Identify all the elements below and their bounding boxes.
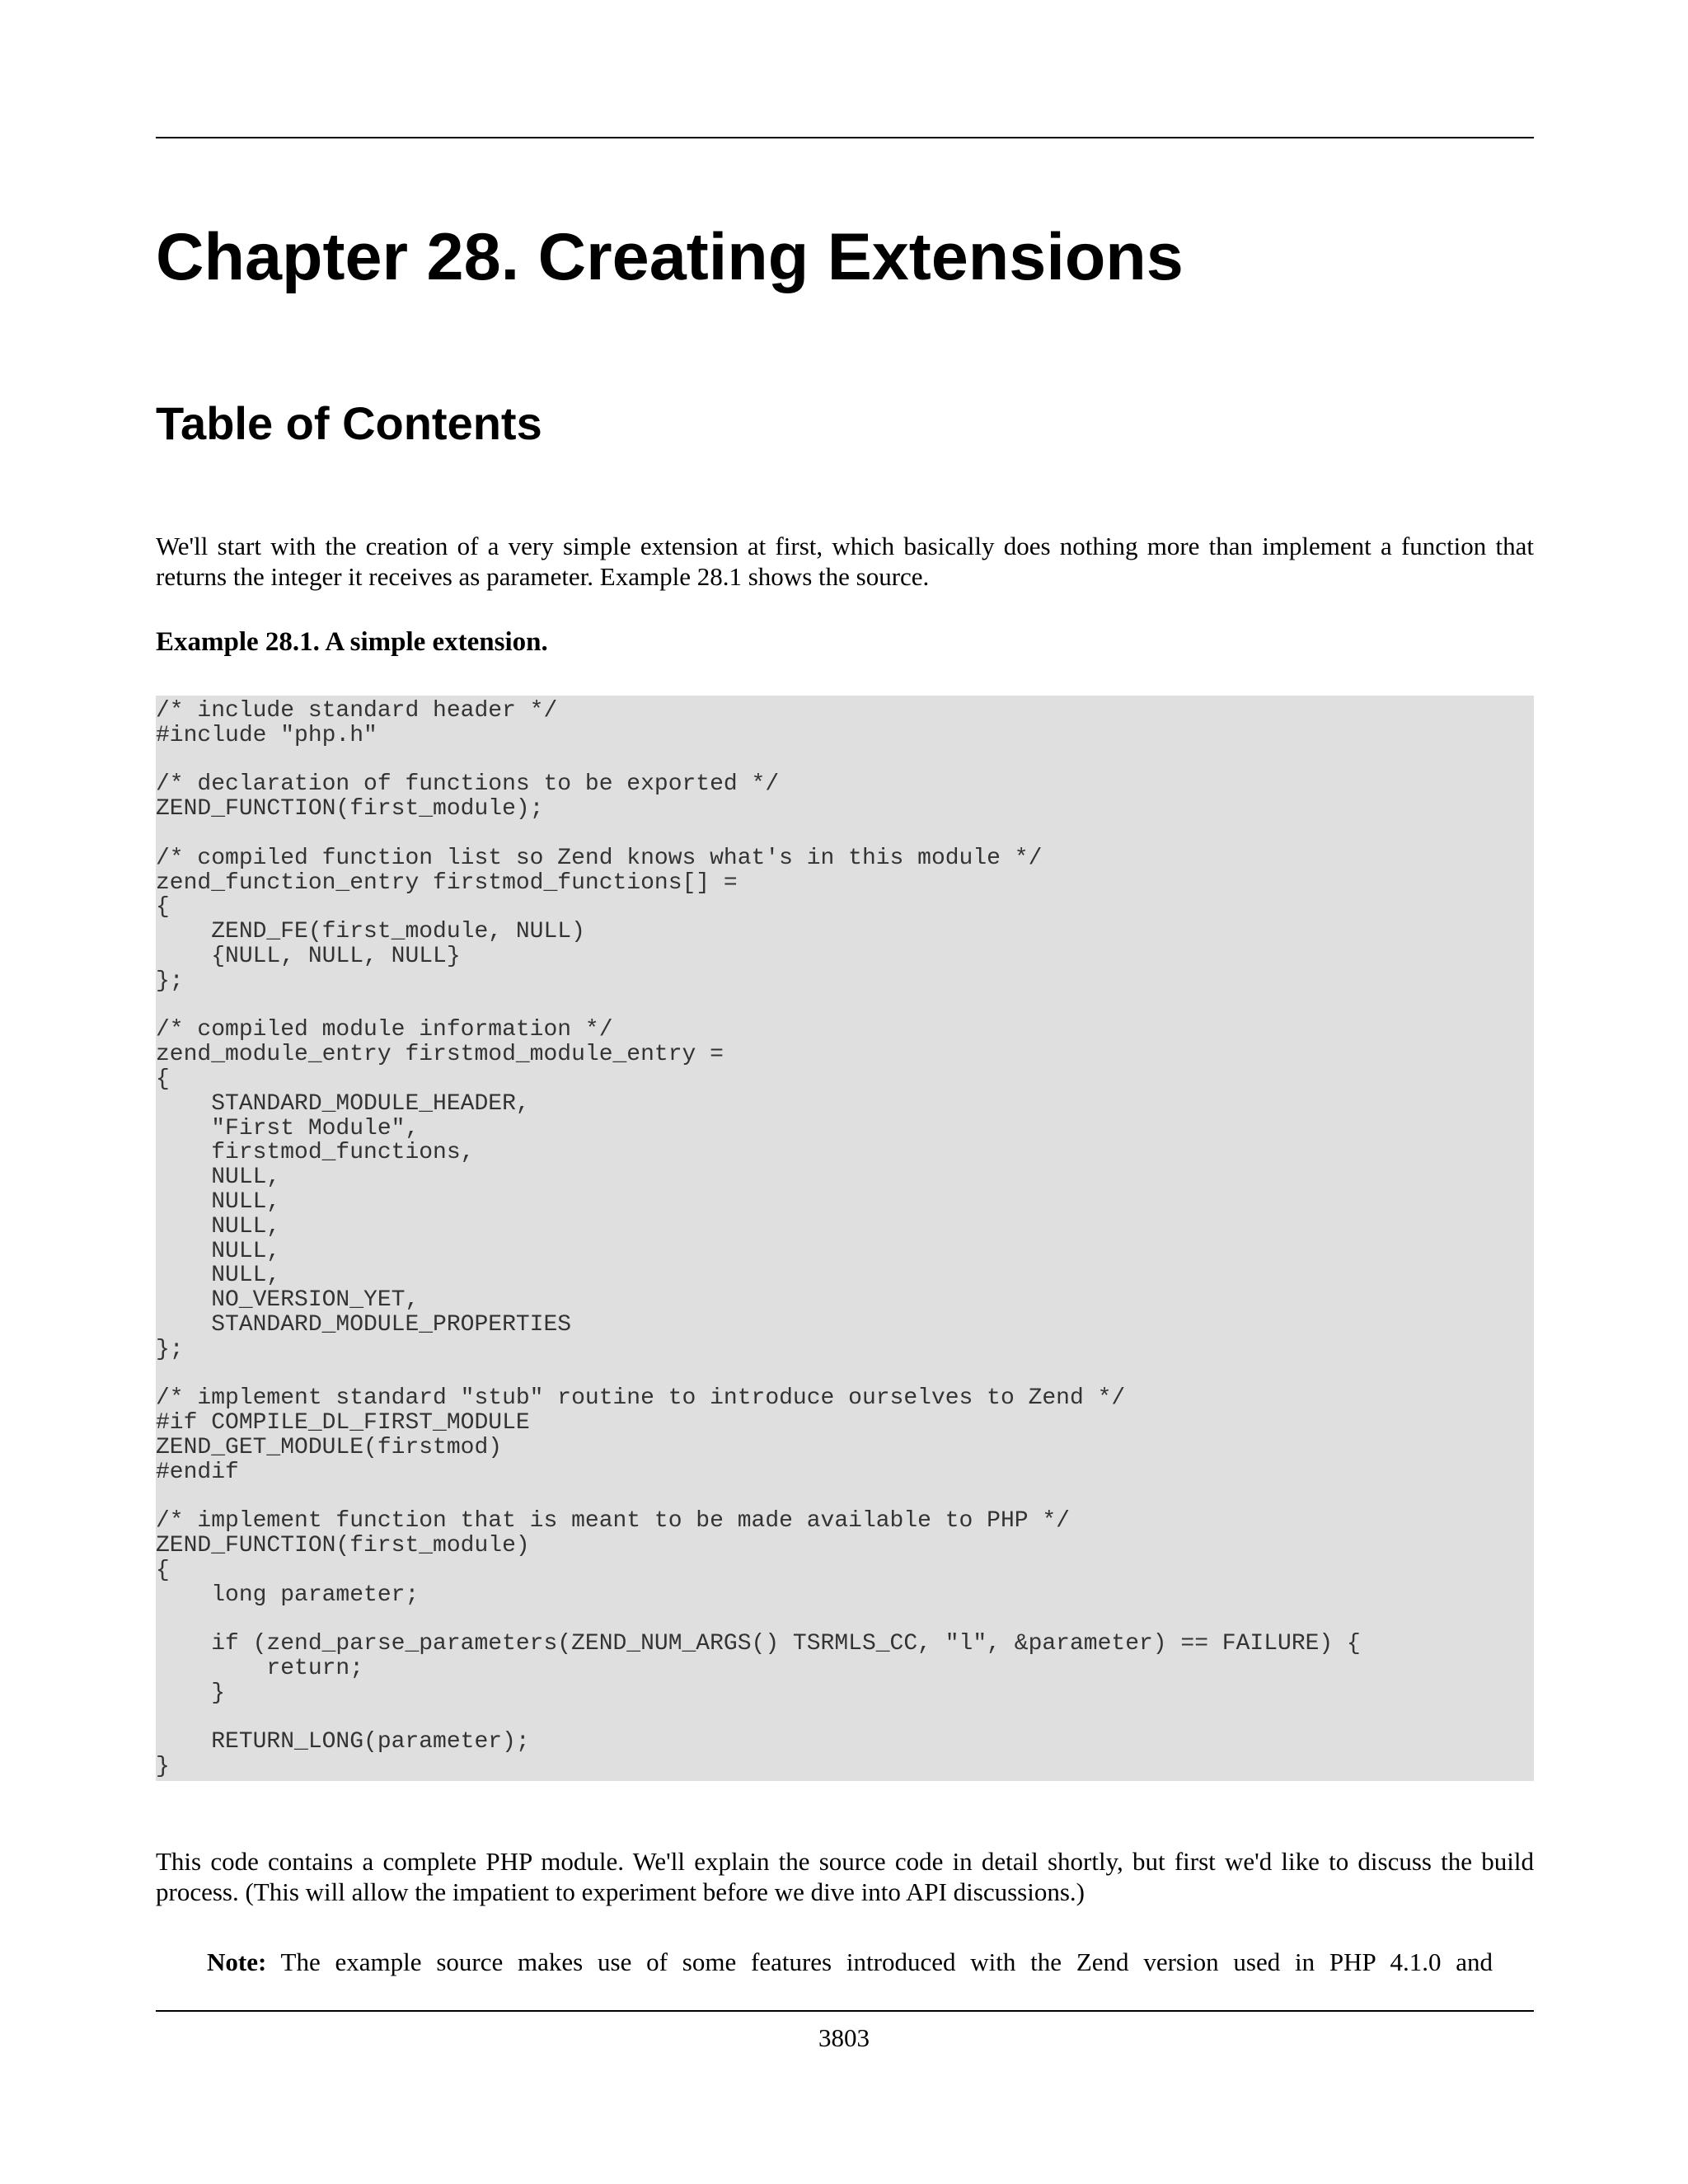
code-line: { <box>156 1557 170 1583</box>
page-number: 3803 <box>818 2023 870 2052</box>
chapter-title: Chapter 28. Creating Extensions <box>156 220 1184 294</box>
code-line: }; <box>156 968 184 994</box>
code-line: ZEND_GET_MODULE(firstmod) <box>156 1434 503 1460</box>
code-line <box>156 1607 1534 1632</box>
code-line <box>156 1706 1534 1731</box>
code-line: /* compiled function list so Zend knows what's in this module */ <box>156 845 1043 871</box>
code-line: /* compiled module information */ <box>156 1017 613 1043</box>
example-title: Example 28.1. A simple extension. <box>156 627 548 657</box>
code-line: ZEND_FE(first_module, NULL) <box>156 919 585 945</box>
code-line: NO_VERSION_YET, <box>156 1287 420 1314</box>
code-line: }; <box>156 1336 184 1362</box>
code-line: zend_module_entry firstmod_module_entry = <box>156 1042 724 1068</box>
note-text: The example source makes use of some features introduced with the Zend version used in PHP 4.1.0 and <box>280 1947 1493 1976</box>
code-line: {NULL, NULL, NULL} <box>156 943 461 969</box>
code-line: #include "php.h" <box>156 722 377 748</box>
code-line: { <box>156 894 170 921</box>
code-line: /* implement function that is meant to be made available to PHP */ <box>156 1508 1070 1535</box>
code-line <box>156 822 1534 846</box>
code-line: NULL, <box>156 1238 281 1264</box>
code-line: if (zend_parse_parameters(ZEND_NUM_ARGS() TSRMLS_CC, "l", &parameter) == FAILURE) { <box>156 1631 1361 1657</box>
code-line: #if COMPILE_DL_FIRST_MODULE <box>156 1410 530 1436</box>
code-line: } <box>156 1754 170 1780</box>
toc-heading: Table of Contents <box>156 397 542 449</box>
code-line <box>156 994 1534 1019</box>
code-line: NULL, <box>156 1213 281 1240</box>
code-line: ZEND_FUNCTION(first_module) <box>156 1533 530 1559</box>
note-paragraph <box>207 1947 1493 1977</box>
code-line: firstmod_functions, <box>156 1140 475 1166</box>
code-line <box>156 748 1534 773</box>
code-line: ZEND_FUNCTION(first_module); <box>156 796 544 823</box>
body-paragraph: This code contains a complete PHP module. We'll explain the source code in detail shortly, but first we'd like to discuss the build process. (This will allow the impatient to experiment before we dive into API discussions.) <box>156 1847 1534 1906</box>
intro-paragraph: We'll start with the creation of a very simple extension at first, which basically does nothing more than implement a function that returns the integer it receives as parameter. Example 28.1 shows the source. <box>156 532 1534 591</box>
code-line: "First Module", <box>156 1115 420 1141</box>
code-line: /* declaration of functions to be exported */ <box>156 771 780 798</box>
code-line: STANDARD_MODULE_HEADER, <box>156 1090 530 1117</box>
code-line: NULL, <box>156 1263 281 1289</box>
code-line: /* include standard header */ <box>156 698 558 724</box>
code-line: RETURN_LONG(parameter); <box>156 1729 530 1755</box>
code-line: } <box>156 1680 226 1706</box>
header-rule <box>156 137 1534 138</box>
code-line <box>156 1485 1534 1510</box>
code-line: /* implement standard "stub" routine to introduce ourselves to Zend */ <box>156 1385 1126 1412</box>
code-line: NULL, <box>156 1188 281 1215</box>
footer-rule <box>156 2010 1534 2012</box>
code-line <box>156 1362 1534 1387</box>
code-line: return; <box>156 1656 364 1682</box>
code-line: #endif <box>156 1459 239 1485</box>
code-line: zend_function_entry firstmod_functions[] = <box>156 869 738 896</box>
code-line: { <box>156 1066 170 1092</box>
code-line: STANDARD_MODULE_PROPERTIES <box>156 1311 572 1338</box>
code-line: NULL, <box>156 1165 281 1191</box>
code-line: long parameter; <box>156 1582 420 1608</box>
code-block <box>156 696 1534 1781</box>
note-label: Note: <box>207 1947 267 1976</box>
